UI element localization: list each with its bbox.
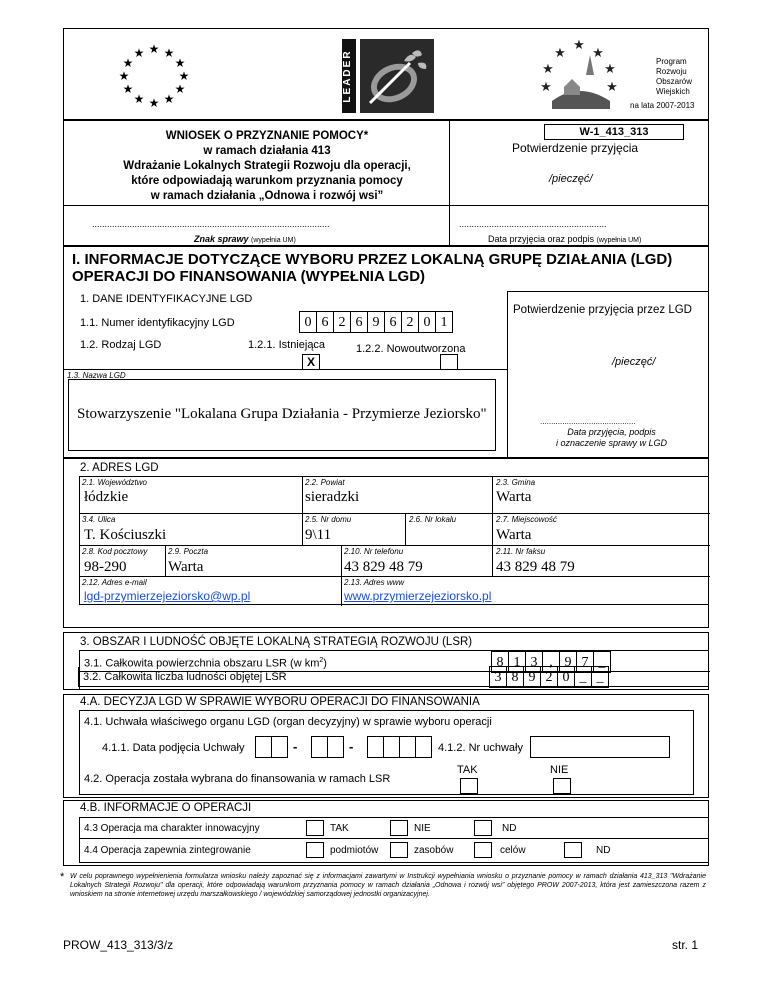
section4b-row1 bbox=[79, 817, 709, 839]
section4b-box bbox=[63, 800, 709, 866]
svg-text:★: ★ bbox=[122, 82, 134, 96]
lgd-name-field[interactable] bbox=[68, 379, 496, 451]
resolution-date-digit[interactable] bbox=[399, 736, 416, 758]
form-code: W-1_413_313 bbox=[579, 126, 649, 138]
confirmation-label: Potwierdzenie przyjęcia bbox=[512, 141, 639, 155]
resolution-date-digit[interactable] bbox=[271, 736, 288, 758]
gmina-value[interactable]: Warta bbox=[496, 489, 532, 505]
address-grid bbox=[79, 476, 709, 605]
svg-text:★: ★ bbox=[174, 82, 186, 96]
email-label: 2.12. Adres e-mail bbox=[82, 578, 147, 587]
q43-nie-checkbox[interactable] bbox=[390, 820, 408, 836]
pop-digit[interactable]: 3 bbox=[489, 666, 507, 688]
q43-tak-label: TAK bbox=[330, 823, 349, 834]
nrdomu-label: 2.5. Nr domu bbox=[305, 515, 352, 524]
pop-digit[interactable]: 2 bbox=[540, 666, 558, 688]
existing-mark: X bbox=[306, 355, 315, 369]
powiat-value[interactable]: sieradzki bbox=[305, 489, 360, 505]
prow-logo bbox=[534, 35, 624, 115]
date-separator: - bbox=[349, 739, 354, 754]
kod-label: 2.8. Kod pocztowy bbox=[82, 547, 148, 556]
poczta-label: 2.9. Poczta bbox=[168, 547, 209, 556]
miejsc-value[interactable]: Warta bbox=[496, 527, 532, 543]
new-label: 1.2.2. Nowoutworzona bbox=[356, 343, 466, 355]
date-label: Data przyjęcia oraz podpis bbox=[488, 234, 595, 244]
section1-title-line: OPERACJI DO FINANSOWANIA (WYPEŁNIA LGD) bbox=[72, 268, 426, 285]
eu-flag-logo bbox=[94, 39, 214, 111]
resolution-date-digit[interactable] bbox=[311, 736, 328, 758]
lgd-id-digit[interactable]: 0 bbox=[418, 311, 436, 333]
existing-label: 1.2.1. Istniejąca bbox=[248, 339, 326, 351]
prow-logo-years: na lata 2007-2013 bbox=[630, 101, 695, 110]
q44-zasobow-checkbox[interactable] bbox=[390, 842, 408, 858]
area-digit[interactable]: _ bbox=[593, 651, 611, 673]
svg-text:★: ★ bbox=[163, 92, 175, 106]
nrlokalu-label: 2.6. Nr lokalu bbox=[409, 515, 457, 524]
date-note: (wypełnia UM) bbox=[596, 237, 642, 244]
q44-zasobow-label: zasobów bbox=[414, 845, 454, 856]
footer-code: PROW_413_313/3/z bbox=[63, 938, 174, 952]
selected-nie-label: NIE bbox=[550, 764, 569, 776]
nrdomu-value[interactable]: 9\11 bbox=[305, 527, 332, 543]
svg-text:★: ★ bbox=[133, 46, 145, 60]
www-value[interactable]: www.przymierzejeziorsko.pl bbox=[344, 589, 492, 603]
pop-label: 3.2. Całkowita liczba ludności objętej LSR bbox=[83, 671, 287, 683]
pop-digit[interactable]: _ bbox=[574, 666, 592, 688]
svg-text:★: ★ bbox=[542, 62, 554, 77]
powiat-label: 2.2. Powiat bbox=[305, 478, 345, 487]
section1-box bbox=[63, 246, 709, 458]
resolution-date-digit[interactable] bbox=[383, 736, 400, 758]
area-label: 3.1. Całkowita powierzchnia obszaru LSR (w km bbox=[84, 657, 320, 670]
svg-text:★: ★ bbox=[118, 69, 130, 83]
lgd-id-digit[interactable]: 2 bbox=[333, 311, 351, 333]
date-dots: ........................................................... bbox=[459, 219, 607, 229]
q44-nd-label: ND bbox=[596, 845, 611, 856]
area-digit[interactable]: 8 bbox=[491, 651, 509, 673]
section1-title-line: I. INFORMACJE DOTYCZĄCE WYBORU PRZEZ LOKALNĄ GRUPĘ DZIAŁANIA (LGD) bbox=[72, 251, 673, 268]
lgd-id-digit[interactable]: 6 bbox=[350, 311, 368, 333]
form-title-line: w ramach działania „Odnowa i rozwój wsi” bbox=[150, 190, 384, 202]
lgd-id-digit[interactable]: 6 bbox=[384, 311, 402, 333]
tel-value[interactable]: 43 829 48 79 bbox=[344, 559, 423, 575]
ulica-value[interactable]: T. Kościuszki bbox=[84, 527, 167, 543]
form-code-box bbox=[544, 124, 684, 140]
lgd-confirmation-label: Potwierdzenie przyjęcia przez LGD bbox=[513, 304, 692, 316]
q43-nd-label: ND bbox=[502, 823, 517, 834]
resolution-date-digit[interactable] bbox=[415, 736, 432, 758]
footnote-star: * bbox=[60, 871, 65, 883]
existing-checkbox[interactable] bbox=[302, 354, 320, 370]
case-label: Znak sprawy bbox=[194, 234, 249, 244]
address-box bbox=[63, 458, 709, 628]
section4b-row2 bbox=[79, 839, 709, 863]
prow-logo-line: Wiejskich bbox=[656, 87, 690, 96]
woj-value[interactable]: łódzkie bbox=[84, 489, 129, 505]
q43-nd-checkbox[interactable] bbox=[474, 820, 492, 836]
selected-nie-checkbox[interactable] bbox=[553, 778, 571, 794]
stamp-label: /pieczęć/ bbox=[549, 173, 593, 185]
area-digit[interactable]: 7 bbox=[576, 651, 594, 673]
area-sup: 2 bbox=[319, 657, 324, 664]
prow-logo-line: Program bbox=[656, 57, 687, 66]
title-block bbox=[63, 120, 709, 246]
svg-text:★: ★ bbox=[540, 80, 552, 95]
prow-logo-line: Rozwoju bbox=[656, 67, 687, 76]
name-label: 1.3. Nazwa LGD bbox=[67, 371, 126, 380]
svg-text:★: ★ bbox=[178, 69, 190, 83]
svg-text:★: ★ bbox=[133, 92, 145, 106]
selected-tak-label: TAK bbox=[457, 764, 478, 776]
section4a-box bbox=[63, 694, 709, 798]
svg-text:★: ★ bbox=[606, 80, 618, 95]
footnote-text: W celu poprawnego wypełnienienia formularza wniosku należy zapoznać się z informacjami zawartymi w Instrukcji wypełniania wniosku o przyznanie pomocy w ramach działania 413_313 "Wdrażanie Lokalnych Strategii Rozwoju" dla operacji, które odpowiadają warunkom przyznania pomocy w ramach działania „Odnowa i rozwój wsi” objętego PROW 2007-2013, która jest zamieszczona razem z wnioskiem na stronie internetowej urzędu marszałkowskiego / wojewódzkiej samorządowej jednostki organizacyjnej. bbox=[70, 873, 706, 898]
resolution-nr-label: 4.1.2. Nr uchwały bbox=[438, 742, 523, 754]
svg-text:★: ★ bbox=[592, 46, 604, 61]
q43-label: 4.3 Operacja ma charakter innowacyjny bbox=[84, 823, 260, 834]
section4a-inner bbox=[79, 710, 694, 795]
section4b-title: 4.B. INFORMACJE O OPERACJI bbox=[80, 802, 252, 814]
kod-value[interactable]: 98-290 bbox=[84, 559, 127, 575]
selected-label: 4.2. Operacja została wybrana do finansowania w ramach LSR bbox=[84, 773, 391, 785]
q44-podmiotow-label: podmiotów bbox=[330, 845, 379, 856]
q44-celow-label: celów bbox=[500, 845, 526, 856]
resolution-label: 4.1. Uchwała właściwego organu LGD (organ decyzyjny) w sprawie wyboru operacji bbox=[84, 716, 492, 728]
svg-text:★: ★ bbox=[122, 56, 134, 70]
q43-nie-label: NIE bbox=[414, 823, 431, 834]
q43-tak-checkbox[interactable] bbox=[306, 820, 324, 836]
q44-label: 4.4 Operacja zapewnia zintegrowanie bbox=[84, 845, 251, 856]
pop-digit[interactable]: 9 bbox=[523, 666, 541, 688]
lgd-id-digit[interactable]: 2 bbox=[401, 311, 419, 333]
lgd-id-digit[interactable]: 0 bbox=[299, 311, 317, 333]
case-dots: ............................................................................................... bbox=[92, 219, 330, 229]
fax-label: 2.11. Nr faksu bbox=[496, 547, 546, 556]
leader-logo bbox=[342, 39, 434, 113]
id-label: 1.1. Numer identyfikacyjny LGD bbox=[80, 317, 235, 329]
q44-nd-checkbox[interactable] bbox=[564, 842, 582, 858]
leader-logo-text: LEADER bbox=[342, 49, 353, 103]
fax-value[interactable]: 43 829 48 79 bbox=[496, 559, 575, 575]
email-value[interactable]: lgd-przymierzejeziorsko@wp.pl bbox=[84, 589, 251, 603]
selected-tak-checkbox[interactable] bbox=[460, 778, 478, 794]
section3-title: 3. OBSZAR I LUDNOŚĆ OBJĘTE LOKALNĄ STRATEGIĄ ROZWOJU (LSR) bbox=[80, 636, 473, 648]
pop-digit[interactable]: 0 bbox=[557, 666, 575, 688]
pop-digit[interactable]: _ bbox=[591, 666, 609, 688]
pop-digit[interactable]: 8 bbox=[506, 666, 524, 688]
woj-label: 2.1. Województwo bbox=[82, 478, 147, 487]
section3-pop-row bbox=[78, 667, 709, 687]
q44-celow-checkbox[interactable] bbox=[474, 842, 492, 858]
resolution-date-digit[interactable] bbox=[327, 736, 344, 758]
svg-text:★: ★ bbox=[554, 46, 566, 61]
form-title-line: Wdrażanie Lokalnych Strategii Rozwoju dla operacji, bbox=[123, 160, 411, 172]
gmina-label: 2.3. Gmina bbox=[496, 478, 536, 487]
miejsc-label: 2.7. Miejscowość bbox=[496, 515, 557, 524]
poczta-value[interactable]: Warta bbox=[168, 559, 204, 575]
area-digit[interactable]: 9 bbox=[559, 651, 577, 673]
www-label: 2.13. Adres www bbox=[344, 578, 405, 587]
area-close: ) bbox=[323, 657, 327, 670]
lgd-stamp-label: /pieczęć/ bbox=[612, 356, 656, 368]
svg-text:★: ★ bbox=[604, 62, 616, 77]
resolution-date-digit[interactable] bbox=[255, 736, 272, 758]
svg-text:★: ★ bbox=[148, 42, 160, 56]
svg-text:★: ★ bbox=[148, 96, 160, 110]
area-digit[interactable]: 1 bbox=[508, 651, 526, 673]
svg-text:★: ★ bbox=[174, 56, 186, 70]
resolution-date-digit[interactable] bbox=[367, 736, 384, 758]
new-checkbox[interactable] bbox=[440, 354, 458, 370]
resolution-nr-field[interactable] bbox=[530, 736, 670, 758]
svg-text:★: ★ bbox=[163, 46, 175, 60]
section1-title bbox=[72, 251, 672, 285]
lgd-name-value: Stowarzyszenie "Lokalana Grupa Działania - Przymierze Jeziorsko" bbox=[77, 406, 487, 422]
lgd-date-sign-line: Data przyjęcia, podpis bbox=[567, 427, 656, 437]
lgd-id-digit[interactable]: 9 bbox=[367, 311, 385, 333]
type-label: 1.2. Rodzaj LGD bbox=[80, 339, 162, 351]
area-digit[interactable]: 3 bbox=[525, 651, 543, 673]
page-number: str. 1 bbox=[672, 938, 699, 952]
lgd-date-sign-line: i oznaczenie sprawy w LGD bbox=[555, 438, 668, 448]
area-digit[interactable]: , bbox=[542, 651, 560, 673]
tel-label: 2.10. Nr telefonu bbox=[344, 547, 404, 556]
form-title-line: WNIOSEK O PRZYZNANIE POMOCY* bbox=[165, 130, 369, 142]
form-title-line: w ramach działania 413 bbox=[203, 145, 331, 157]
address-title: 2. ADRES LGD bbox=[80, 462, 159, 474]
date-separator: - bbox=[293, 739, 298, 754]
lgd-id-digit[interactable]: 1 bbox=[435, 311, 453, 333]
resolution-date-label: 4.1.1. Data podjęcia Uchwały bbox=[102, 742, 245, 754]
lgd-date-dots: ........................................... bbox=[540, 417, 636, 426]
sub1-label: 1. DANE IDENTYFIKACYJNE LGD bbox=[80, 293, 253, 305]
case-note: (wypełnia UM) bbox=[251, 237, 296, 244]
lgd-id-digit[interactable]: 6 bbox=[316, 311, 334, 333]
logo-header-box bbox=[63, 28, 709, 120]
svg-text:★: ★ bbox=[573, 38, 585, 53]
q44-podmiotow-checkbox[interactable] bbox=[306, 842, 324, 858]
form-title-line: które odpowiadają warunkom przyznania pomocy bbox=[131, 175, 403, 187]
prow-logo-line: Obszarów bbox=[656, 77, 693, 86]
ulica-label: 3.4. Ulica bbox=[82, 515, 116, 524]
section4a-title: 4.A. DECYZJA LGD W SPRAWIE WYBORU OPERACJI DO FINANSOWANIA bbox=[80, 696, 480, 708]
